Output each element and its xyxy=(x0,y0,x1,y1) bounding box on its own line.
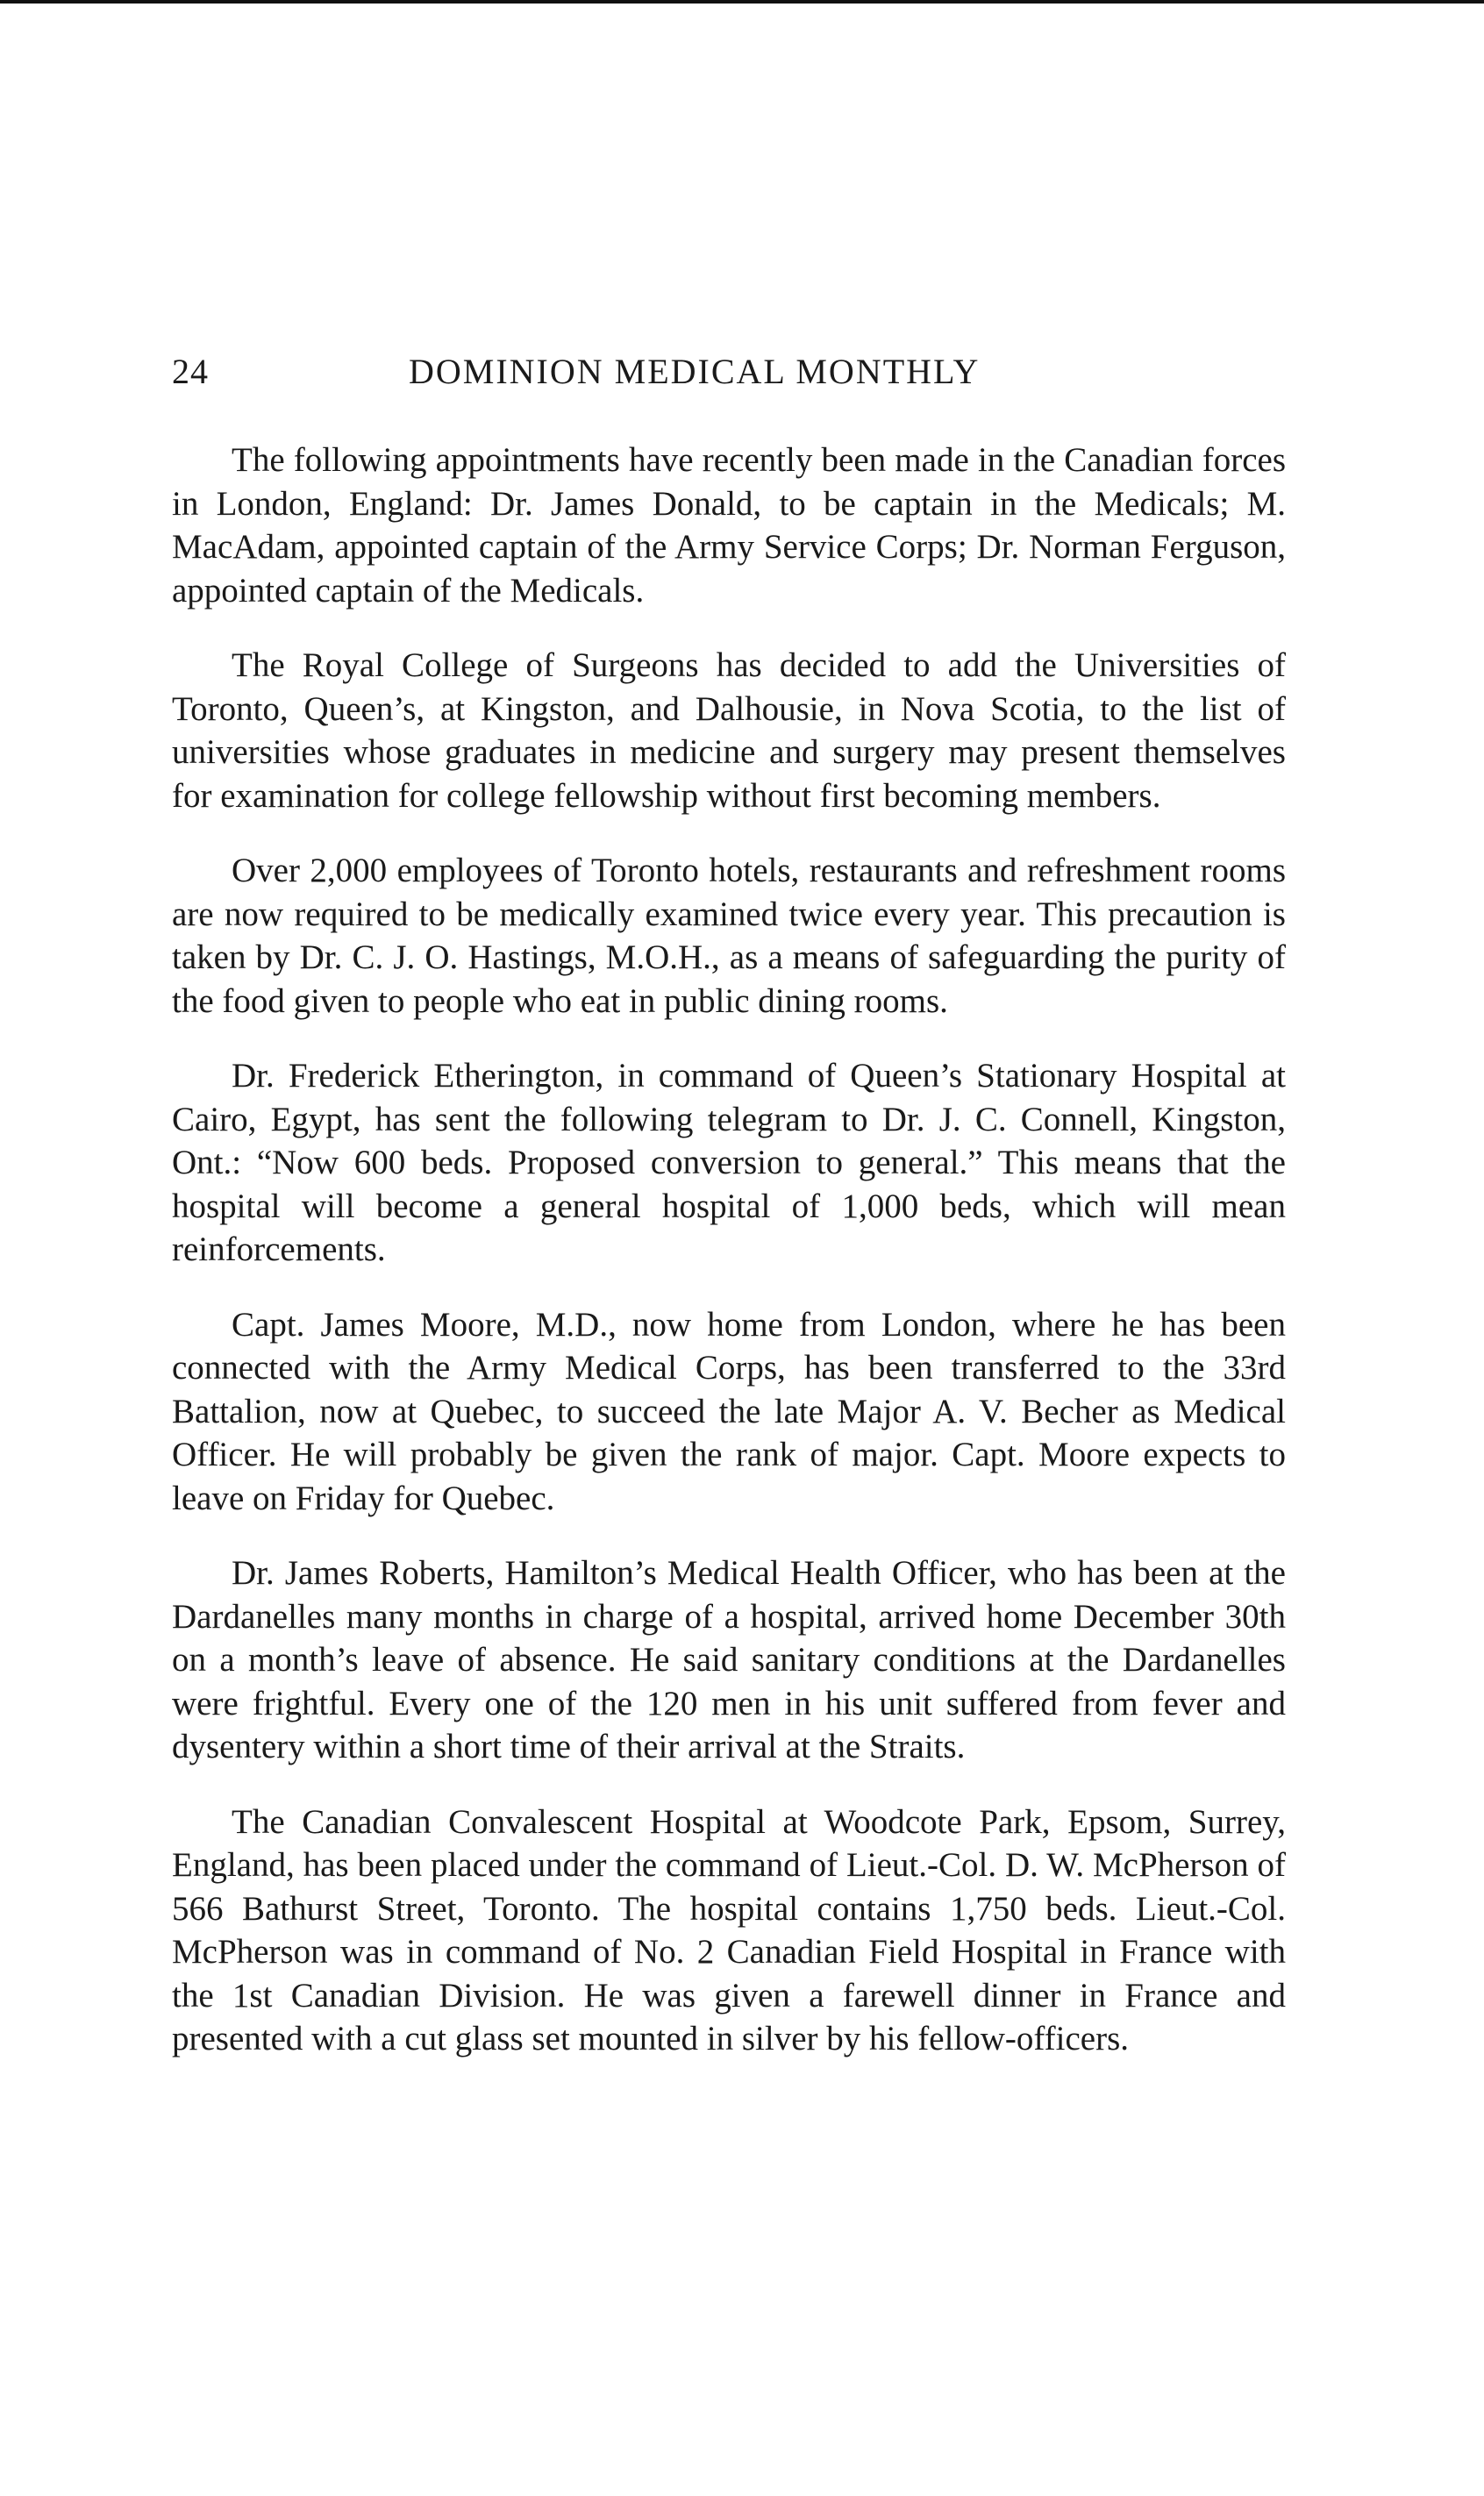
running-head xyxy=(172,351,1286,403)
journal-title: DOMINION MEDICAL MONTHLY xyxy=(409,352,981,391)
paragraph-capt-moore: Capt. James Moore, M.D., now home from London, where he has been connected with the Army Medical Corps, has been transferred to the 33rd Battalion, now at Quebec, to succeed the late Major A. V. Becher as Medical Officer. He will probably be given the rank of major. Capt. Moore expects to leave on Friday for Quebec. xyxy=(172,1305,1286,1517)
paragraph-roberts: Dr. James Roberts, Hamilton’s Medical Health Officer, who has been at the Dardanelles many months in charge of a hospital, arrived home December 30th on a month’s leave of absence. He said sanitary conditions at the Dardanelles were frightful. Every one of the 120 men in his unit suffered from fever and dysentery within a short time of their arrival at the Straits. xyxy=(172,1554,1286,1765)
paragraph-royal-college: The Royal College of Surgeons has decided to add the Universities of Toronto, Queen’s, at Kingston, and Dalhousie, in Nova Scotia, to the list of universities whose graduates in medicine and surgery may present themselves for examination for college fellowship without first becoming members. xyxy=(172,646,1286,815)
paragraph-toronto-employees: Over 2,000 employees of Toronto hotels, restaurants and refreshment rooms are now required to be medically examined twice every year. This precaution is taken by Dr. C. J. O. Hastings, M.O.H., as a means of safeguarding the purity of the food given to people who eat in public dining rooms. xyxy=(172,852,1286,1020)
article-body xyxy=(172,439,1286,2093)
top-edge-rule xyxy=(0,0,1484,4)
paragraph-convalescent-hospital: The Canadian Convalescent Hospital at Woodcote Park, Epsom, Surrey, England, has been placed under the command of Lieut.-Col. D. W. McPherson of 566 Bathurst Street, Toronto. The hospital contains 1,750 beds. Lieut.-Col. McPherson was in command of No. 2 Canadian Field Hospital in France with the 1st Canadian Division. He was given a farewell dinner in France and presented with a cut glass set mounted in silver by his fellow-officers. xyxy=(172,1802,1286,2057)
paragraph-etherington: Dr. Frederick Etherington, in command of Queen’s Stationary Hospital at Cairo, Egypt, has sent the following telegram to Dr. J. C. Connell, Kingston, Ont.: “Now 600 beds. Proposed conversion to general.” This means that the hospital will become a general hospital of 1,000 beds, which will mean reinforcements. xyxy=(172,1057,1286,1268)
paragraph-appointments: The following appointments have recently been made in the Canadian forces in London, England: Dr. James Donald, to be captain in the Medicals; M. MacAdam, appointed captain of the Army Service Corps; Dr. Norman Ferguson, appointed captain of the Medicals. xyxy=(172,441,1286,610)
page-number: 24 xyxy=(172,352,209,391)
